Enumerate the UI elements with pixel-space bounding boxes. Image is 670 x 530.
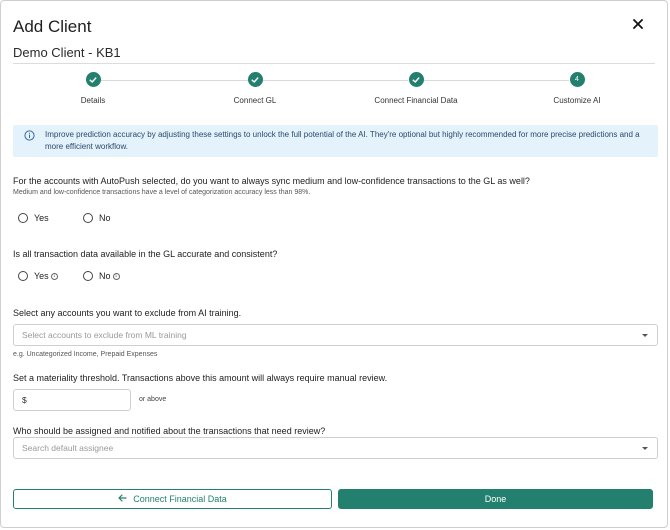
info-banner [13,125,658,157]
radio-circle[interactable] [18,271,28,281]
currency-symbol: $ [22,395,27,405]
sync-no-radio[interactable] [83,213,111,223]
info-icon[interactable]: i [113,273,120,280]
select-placeholder: Select accounts to exclude from ML training [22,330,187,340]
sync-hint: Medium and low-confidence transactions have a level of categorization accuracy less than 98%. [13,189,311,196]
radio-circle[interactable] [83,271,93,281]
radio-label: No [99,271,111,281]
step-label: Customize AI [553,96,601,105]
header-divider [13,63,655,64]
step-connect-gl [195,71,315,105]
accurate-yes-radio[interactable] [18,271,58,281]
threshold-suffix: or above [139,396,167,403]
dialog-title: Add Client [13,17,92,36]
radio-label: Yes [34,271,49,281]
exclude-question: Select any accounts you want to exclude from AI training. [13,308,242,318]
sync-yes-radio[interactable] [18,213,49,223]
radio-circle[interactable] [83,213,93,223]
step-label: Details [80,96,106,105]
arrow-left-icon [118,494,127,504]
back-button-label: Connect Financial Data [133,494,227,504]
radio-label: Yes [34,213,49,223]
info-icon[interactable]: i [51,273,58,280]
chevron-down-icon[interactable] [642,334,648,337]
assignee-question: Who should be assigned and notified about the transactions that need review? [13,426,326,436]
exclude-hint: e.g. Uncategorized Income, Prepaid Expenses [13,351,158,358]
back-button[interactable] [13,489,332,509]
exclude-accounts-select[interactable] [13,324,658,346]
banner-text: Improve prediction accuracy by adjusting these settings to unlock the full potential of the AI. They're optional but highly recommended for more precise predictions and a more efficient workflow. [45,130,640,151]
threshold-input[interactable] [32,392,130,410]
step-label: Connect GL [233,96,277,105]
accuracy-question: Is all transaction data available in the GL accurate and consistent? [13,249,278,259]
done-button[interactable]: Done [338,489,653,509]
threshold-question: Set a materiality threshold. Transactions above this amount will always require manual review. [13,373,388,383]
client-name: Demo Client - KB1 [13,45,121,60]
close-icon[interactable] [631,17,645,31]
check-icon [248,72,263,87]
step-label: Connect Financial Data [374,96,458,105]
step-details [33,71,153,105]
info-icon [24,130,35,145]
threshold-field[interactable] [13,389,131,411]
check-icon [86,72,101,87]
step-number: 4 [570,72,585,87]
step-connect-financial-data [356,71,476,105]
select-placeholder: Search default assignee [22,443,114,453]
accurate-no-radio[interactable] [83,271,120,281]
step-customize-ai [517,71,637,105]
assignee-select[interactable] [13,437,658,459]
stepper [1,71,669,111]
check-icon [409,72,424,87]
radio-circle[interactable] [18,213,28,223]
sync-question: For the accounts with AutoPush selected, do you want to always sync medium and low-confidence transactions to the GL as well? [13,176,530,186]
chevron-down-icon[interactable] [642,447,648,450]
radio-label: No [99,213,111,223]
